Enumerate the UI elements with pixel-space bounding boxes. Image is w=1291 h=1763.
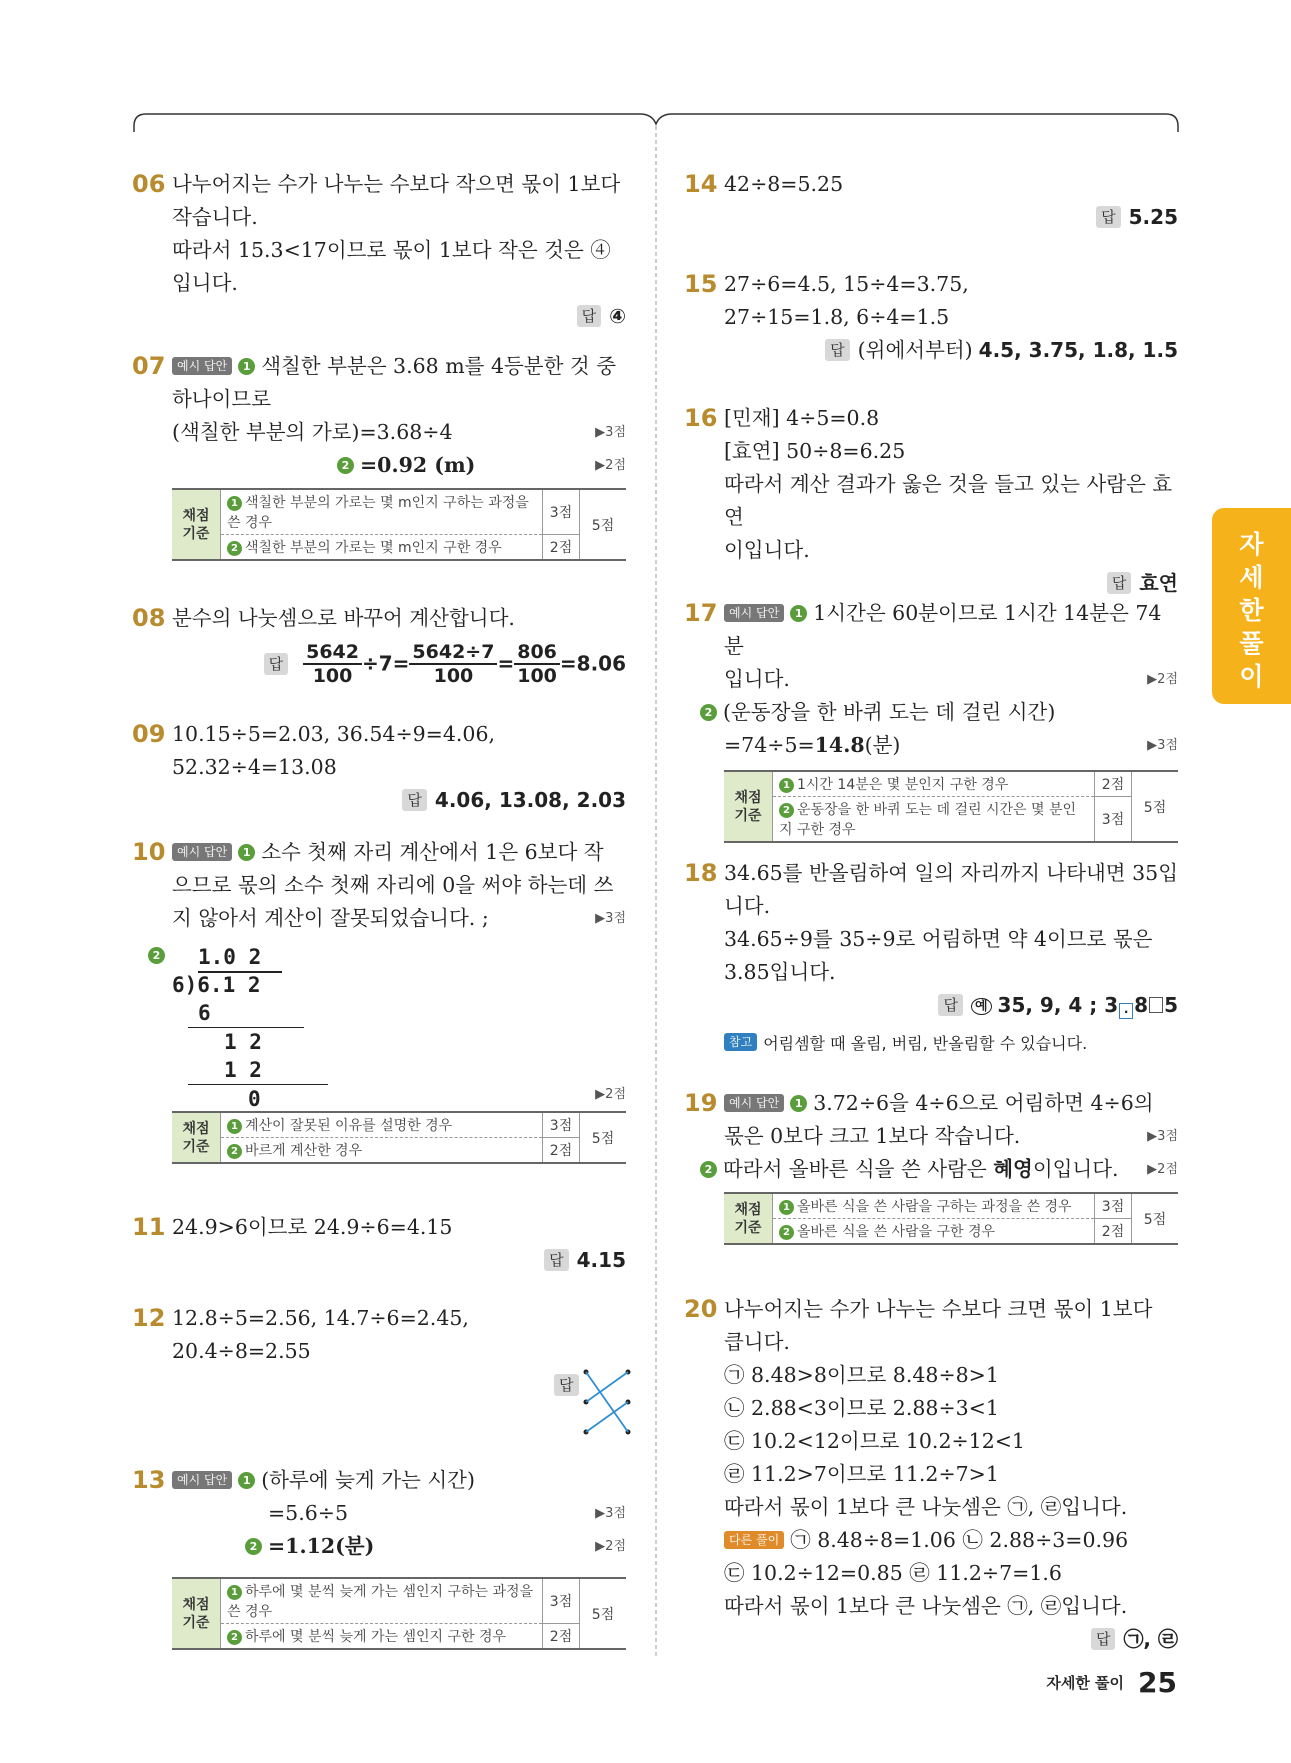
text-line: ㉣ 11.2>7이므로 11.2÷7>1: [724, 1462, 999, 1486]
text-line: 12.8÷5=2.56, 14.7÷6=2.45,: [172, 1306, 469, 1330]
side-tab-label: 자세한풀이: [1239, 530, 1264, 691]
step-1-marker: 1: [790, 605, 807, 622]
side-section-tab[interactable]: [1212, 508, 1291, 704]
step-1-marker: 1: [238, 358, 255, 375]
criteria-points: 3점: [543, 1112, 580, 1138]
answer: [724, 567, 1178, 600]
top-border: [0, 0, 1291, 140]
step-1-marker: 1: [779, 1200, 794, 1215]
points: ▶3점: [1147, 738, 1178, 753]
page-footer: [1046, 1666, 1177, 1699]
step-1-marker: 1: [238, 844, 255, 861]
example-answer-badge: 예시 답안: [172, 1471, 232, 1489]
grading-table: [172, 1111, 626, 1164]
criteria-points: 2점: [543, 1138, 580, 1164]
text-line: =1.12(분): [268, 1534, 375, 1558]
problem-number: 15: [684, 270, 718, 298]
text-line: 34.65를 반올림하여 일의 자리까지 나타내면 35입: [724, 861, 1179, 885]
total-points: 5점: [580, 1112, 627, 1163]
points: ▶3점: [595, 1506, 626, 1521]
problem-number: 08: [132, 604, 166, 632]
problem-number: 13: [132, 1466, 166, 1494]
problem-number: 12: [132, 1304, 166, 1332]
text-line: ㉢ 10.2<12이므로 10.2÷12<1: [724, 1429, 1025, 1453]
text-line: ㉡ 2.88<3이므로 2.88÷3<1: [724, 1396, 999, 1420]
problem-number: 09: [132, 720, 166, 748]
grading-header: 채점 기준: [172, 489, 221, 560]
text-line: (하루에 늦게 가는 시간): [261, 1468, 475, 1492]
numerator: 5642÷7: [409, 641, 497, 665]
problem-09: [132, 718, 626, 836]
footer-label: 자세한 풀이: [1046, 1674, 1125, 1692]
problem-number: 16: [684, 404, 718, 432]
text-line: 34.65÷9를 35÷9로 어림하면 약 4이므로 몫은: [724, 927, 1153, 951]
step-row: 1 2: [224, 1058, 262, 1082]
answer-label: 답: [402, 789, 427, 811]
answer-value: 5: [1164, 993, 1178, 1017]
fraction: [514, 641, 560, 687]
problem-11: [132, 1211, 626, 1302]
answer-label: 답: [554, 1374, 579, 1396]
total-points: 5점: [1132, 771, 1179, 842]
text-line: 20.4÷8=2.55: [172, 1339, 311, 1363]
answer-prefix: (위에서부터): [857, 338, 973, 362]
text-line: 나누어지는 수가 나누는 수보다 작으면 몫이 1보다: [172, 172, 621, 196]
text-line: (운동장을 한 바퀴 도는 데 걸린 시간): [723, 700, 1056, 724]
answer-label: 답: [1096, 206, 1121, 228]
text-line: 나누어지는 수가 나누는 수보다 크면 몫이 1보다: [724, 1297, 1153, 1321]
text-line: 27÷6=4.5, 15÷4=3.75,: [724, 272, 969, 296]
criteria-text: 하루에 몇 분씩 늦게 가는 셈인지 구한 경우: [245, 1629, 507, 1645]
problem-18: [684, 857, 1178, 1087]
text-line: 작습니다.: [172, 205, 258, 229]
problem-06: [132, 168, 626, 350]
points: ▶3점: [595, 425, 626, 440]
fraction-answer: [172, 641, 626, 687]
answer-value: 4.06, 13.08, 2.03: [434, 788, 626, 812]
numerator: 5642: [303, 641, 362, 665]
total-points: 5점: [580, 489, 627, 560]
step-2-marker: 2: [227, 1144, 242, 1159]
criteria-points: 2점: [1095, 771, 1132, 797]
step-2-marker: 2: [779, 803, 794, 818]
dividend: 6)6.1 2: [172, 973, 261, 997]
step-2-marker: 2: [337, 457, 354, 474]
text-line: 따라서 몫이 1보다 큰 나눗셈은 ㉠, ㉣입니다.: [724, 1495, 1128, 1519]
problem-number: 17: [684, 599, 718, 627]
problem-number: 14: [684, 170, 718, 198]
total-points: 5점: [580, 1578, 627, 1649]
right-column: [684, 168, 1178, 1656]
denominator: 100: [517, 665, 557, 687]
criteria-points: 2점: [543, 535, 580, 561]
problem-number: 11: [132, 1213, 166, 1241]
answer-label: 답: [577, 305, 602, 327]
text-line: 색칠한 부분은 3.68 m를 4등분한 것 중: [261, 354, 617, 378]
points: ▶3점: [595, 911, 626, 926]
text-line: 42÷8=5.25: [724, 172, 844, 196]
numerator: 806: [514, 641, 560, 665]
note-badge: 참고: [724, 1033, 757, 1051]
answer: [172, 1368, 626, 1448]
problem-17: [684, 597, 1178, 857]
criteria-text: 계산이 잘못된 이유를 설명한 경우: [245, 1118, 453, 1134]
problem-number: 07: [132, 352, 166, 380]
grading-header: 채점 기준: [172, 1112, 221, 1163]
column-divider: [654, 126, 658, 1656]
text-line: 입니다.: [172, 271, 238, 295]
criteria-points: 3점: [543, 489, 580, 535]
points: ▶3점: [1147, 1129, 1178, 1144]
problem-16: [684, 402, 1178, 597]
text-line: 따라서 계산 결과가 옳은 것을 들고 있는 사람은 효연: [724, 472, 1173, 529]
answer: [172, 300, 626, 333]
operator: ÷7=: [361, 651, 410, 676]
fraction: [409, 641, 497, 687]
text-line: 따라서 몫이 1보다 큰 나눗셈은 ㉠, ㉣입니다.: [724, 1594, 1128, 1618]
operator: =: [497, 651, 515, 676]
text-line: =74÷5=: [724, 733, 815, 757]
quotient: 1.0 2: [198, 945, 262, 969]
step-1-marker: 1: [238, 1472, 255, 1489]
answer: [724, 334, 1178, 367]
problem-10: [132, 836, 626, 1211]
text-line: 3.85입니다.: [724, 960, 836, 984]
criteria-text: 운동장을 한 바퀴 도는 데 걸린 시간은 몇 분인지 구한 경우: [779, 802, 1077, 838]
answer-value: ㉠, ㉣: [1123, 1627, 1178, 1651]
answer: [172, 784, 626, 817]
problem-07: [132, 350, 626, 602]
points: ▶2점: [595, 1539, 626, 1554]
text-line: 10.15÷5=2.03, 36.54÷9=4.06,: [172, 722, 496, 746]
text-line: =5.6÷5: [268, 1501, 348, 1525]
points: ▶2점: [595, 458, 626, 473]
points: ▶2점: [595, 1087, 626, 1102]
long-division: [132, 943, 626, 1111]
text-line: 3.72÷6을 4÷6으로 어림하면 4÷6의: [813, 1091, 1154, 1115]
step-row: 6: [198, 1001, 211, 1025]
criteria-text: 하루에 몇 분씩 늦게 가는 셈인지 구하는 과정을 쓴 경우: [227, 1584, 534, 1620]
text-line: ㉠ 8.48÷8=1.06 ㉡ 2.88÷3=0.96: [790, 1528, 1129, 1552]
answer-label: 답: [1091, 1628, 1116, 1650]
text-line: 이입니다.: [724, 538, 810, 562]
grading-table: [172, 1577, 626, 1650]
alternative-solution-badge: 다른 풀이: [724, 1531, 784, 1549]
problem-number: 06: [132, 170, 166, 198]
answer-label: 답: [544, 1249, 569, 1271]
grading-header: 채점 기준: [724, 771, 773, 842]
answer-label: 답: [825, 339, 850, 361]
note-text: 어림셈할 때 올림, 버림, 반올림할 수 있습니다.: [763, 1034, 1088, 1053]
text-line: ㉠ 8.48>8이므로 8.48÷8>1: [724, 1363, 999, 1387]
answer-value: 8: [1134, 993, 1149, 1017]
answer-value: 35, 9, 4 ; 3: [997, 993, 1119, 1017]
text-line: (분): [864, 733, 901, 757]
problem-number: 10: [132, 838, 166, 866]
criteria-points: 2점: [1095, 1219, 1132, 1245]
answer-value: ④: [609, 304, 626, 328]
problem-19: [684, 1087, 1178, 1293]
answer-value: 효연: [1139, 571, 1178, 595]
text-line: 14.8: [814, 733, 865, 757]
step-row: 0: [188, 1084, 328, 1113]
total-points: 5점: [1132, 1193, 1179, 1244]
step-2-marker: 2: [700, 704, 717, 721]
step-2-marker: 2: [779, 1225, 794, 1240]
text-line: 지 않아서 계산이 잘못되었습니다. ;: [172, 906, 489, 930]
text-line: 27÷15=1.8, 6÷4=1.5: [724, 305, 950, 329]
step-1-marker: 1: [790, 1095, 807, 1112]
blank-box-decimal: .: [1119, 1003, 1133, 1019]
text-line: 따라서 15.3<17이므로 몫이 1보다 작은 것은 ④: [172, 238, 611, 262]
criteria-text: 색칠한 부분의 가로는 몇 m인지 구한 경우: [245, 540, 502, 556]
criteria-text: 바르게 계산한 경우: [245, 1143, 363, 1159]
criteria-points: 3점: [543, 1578, 580, 1624]
step-1-marker: 1: [227, 1119, 242, 1134]
criteria-text: 올바른 식을 쓴 사람을 구한 경우: [797, 1224, 996, 1240]
text-line: 몫은 0보다 크고 1보다 작습니다.: [724, 1124, 1021, 1148]
problem-13: [132, 1464, 626, 1650]
problem-20: [684, 1293, 1178, 1656]
grading-table: [724, 1192, 1178, 1245]
grading-table: [724, 770, 1178, 843]
problem-08: [132, 602, 626, 718]
step-1-marker: 1: [779, 778, 794, 793]
text-line: 큽니다.: [724, 1330, 790, 1354]
text-line: 52.32÷4=13.08: [172, 755, 337, 779]
text-line: 이입니다.: [1032, 1157, 1119, 1181]
answer-value: 4.15: [576, 1248, 626, 1272]
problem-12: [132, 1302, 626, 1464]
answer-label: 답: [1107, 572, 1132, 594]
example-answer-badge: 예시 답안: [724, 1094, 784, 1112]
step-2-marker: 2: [245, 1538, 262, 1555]
problem-15: [684, 268, 1178, 402]
answer-value: 4.5, 3.75, 1.8, 1.5: [978, 338, 1178, 362]
criteria-points: 3점: [1095, 1193, 1132, 1219]
text-line: [효연] 50÷8=6.25: [724, 439, 906, 463]
criteria-text: 올바른 식을 쓴 사람을 구하는 과정을 쓴 경우: [797, 1199, 1072, 1215]
step-1-marker: 1: [227, 1585, 242, 1600]
step-row: 1 2: [188, 1027, 304, 1056]
step-2-marker: 2: [227, 541, 242, 556]
example-answer-badge: 예시 답안: [172, 843, 232, 861]
text-line: 하나이므로: [172, 387, 272, 411]
problem-number: 19: [684, 1089, 718, 1117]
matching-lines-diagram: [582, 1368, 632, 1448]
text-line: 따라서 올바른 식을 쓴 사람은: [723, 1157, 994, 1181]
answer: [724, 201, 1178, 234]
example-mark: 예: [971, 998, 992, 1015]
left-column: [132, 168, 626, 1650]
criteria-points: 3점: [1095, 797, 1132, 843]
step-2-marker: 2: [148, 947, 165, 964]
result: =8.06: [559, 651, 626, 676]
points: ▶2점: [1147, 1162, 1178, 1177]
grading-table: [172, 488, 626, 561]
points: ▶2점: [1147, 672, 1178, 687]
answer-label: 답: [938, 994, 963, 1016]
fraction: [303, 641, 362, 687]
text-line: ㉢ 10.2÷12=0.85 ㉣ 11.2÷7=1.6: [724, 1561, 1062, 1585]
denominator: 100: [433, 665, 474, 687]
answer: [724, 1623, 1178, 1656]
answer-value: 5.25: [1128, 205, 1178, 229]
denominator: 100: [312, 665, 353, 687]
text-line: 소수 첫째 자리 계산에서 1은 6보다 작: [261, 840, 604, 864]
dividend-line: [172, 971, 328, 999]
text-line: 니다.: [724, 894, 771, 918]
text-line: =0.92 (m): [360, 453, 476, 477]
grading-header: 채점 기준: [724, 1193, 773, 1244]
blank-box: [1149, 997, 1163, 1013]
text-line: (색칠한 부분의 가로)=3.68÷4: [172, 420, 453, 444]
criteria-text: 1시간 14분은 몇 분인지 구한 경우: [797, 777, 1009, 793]
answer: [172, 1244, 626, 1277]
problem-14: [684, 168, 1178, 268]
problem-number: 18: [684, 859, 718, 887]
text-line: [민재] 4÷5=0.8: [724, 406, 880, 430]
problem-number: 20: [684, 1295, 718, 1323]
text-line: 1시간은 60분이므로 1시간 14분은 74분: [724, 601, 1162, 658]
answer-label: 답: [264, 653, 289, 675]
text-line: 혜영: [993, 1157, 1033, 1181]
criteria-points: 2점: [543, 1624, 580, 1650]
grading-header: 채점 기준: [172, 1578, 221, 1649]
criteria-text: 색칠한 부분의 가로는 몇 m인지 구하는 과정을 쓴 경우: [227, 495, 529, 531]
example-answer-badge: 예시 답안: [172, 357, 232, 375]
text-line: 24.9>6이므로 24.9÷6=4.15: [172, 1215, 453, 1239]
text-line: 분수의 나눗셈으로 바꾸어 계산합니다.: [172, 606, 515, 630]
example-answer-badge: 예시 답안: [724, 604, 784, 622]
page-number: 25: [1138, 1666, 1177, 1699]
text-line: 입니다.: [724, 667, 790, 691]
step-2-marker: 2: [227, 1630, 242, 1645]
text-line: 으므로 몫의 소수 첫째 자리에 0을 써야 하는데 쓰: [172, 873, 614, 897]
step-1-marker: 1: [227, 496, 242, 511]
answer: [724, 989, 1178, 1023]
step-2-marker: 2: [700, 1161, 717, 1178]
